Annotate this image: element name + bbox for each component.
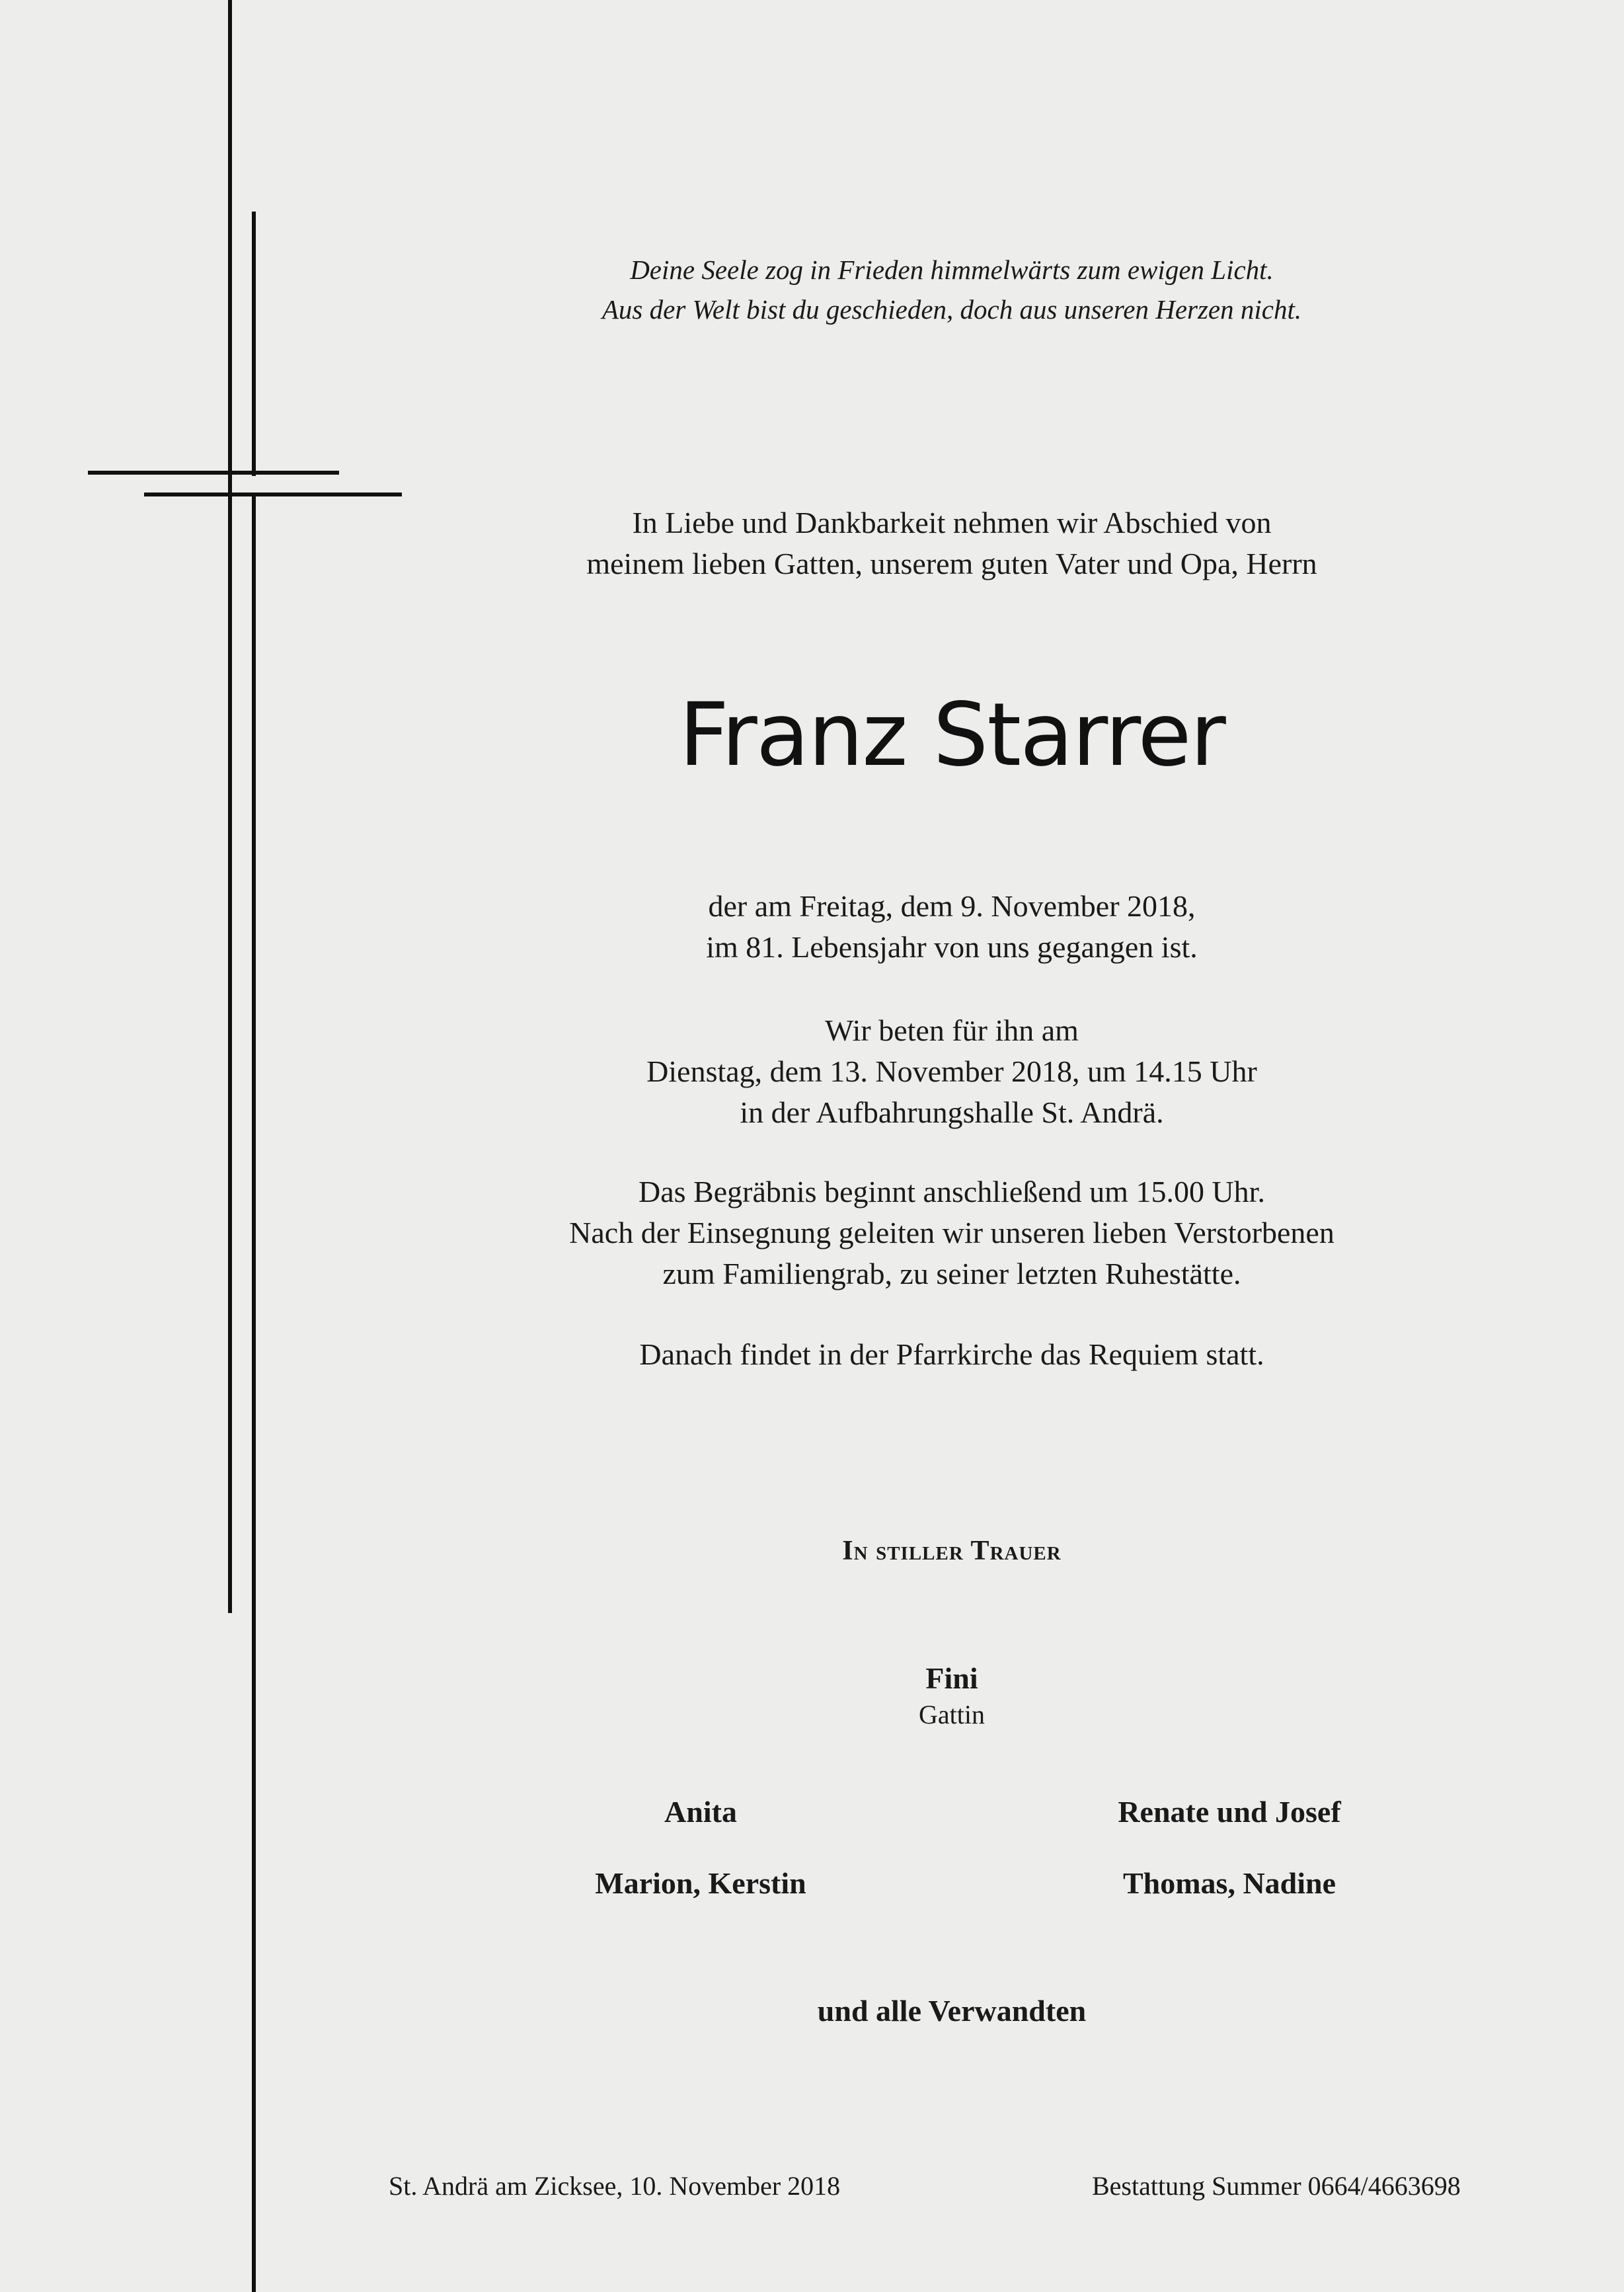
cross-right-vertical-line [252, 212, 256, 476]
mourner-left-2: Marion, Kerstin [595, 1866, 806, 1900]
funeral-line-3: zum Familiengrab, zu seiner letzten Ruhestätte. [662, 1257, 1241, 1290]
footer-undertaker: Bestattung Summer 0664/4663698 [1092, 2171, 1461, 2201]
spouse-relation: Gattin [919, 1700, 985, 1729]
motto-line-2: Aus der Welt bist du geschieden, doch aus unseren Herzen nicht. [601, 294, 1302, 325]
spouse-name: Fini [925, 1661, 978, 1695]
prayer-line-2: Dienstag, dem 13. November 2018, um 14.15 Uhr [646, 1054, 1257, 1088]
deceased-name: Franz Starrer [679, 684, 1225, 786]
intro-line-2: meinem lieben Gatten, unserem guten Vater und Opa, Herrn [586, 547, 1317, 580]
prayer-info [463, 1010, 1441, 1133]
cross-long-vertical-line [228, 0, 232, 1613]
mourner-right-2: Thomas, Nadine [1122, 1866, 1336, 1900]
death-info [463, 886, 1441, 968]
motto [463, 250, 1441, 329]
cross-lower-bar [144, 493, 402, 496]
mourners-closing: und alle Verwandten [817, 1994, 1087, 2028]
requiem-info: Danach findet in der Pfarrkirche das Requiem statt. [639, 1337, 1264, 1371]
spouse-block [463, 1659, 1441, 1732]
death-info-line-2: im 81. Lebensjahr von uns gegangen ist. [706, 930, 1198, 964]
cross-upper-bar [88, 471, 339, 475]
mourner-left-1: Anita [664, 1795, 737, 1829]
funeral-line-1: Das Begräbnis beginnt anschließend um 15.00 Uhr. [638, 1175, 1265, 1208]
mourning-heading: In stiller Trauer [842, 1536, 1062, 1566]
mourner-right-1: Renate und Josef [1118, 1795, 1341, 1829]
prayer-line-1: Wir beten für ihn am [825, 1013, 1079, 1047]
funeral-info [463, 1171, 1441, 1294]
funeral-line-2: Nach der Einsegnung geleiten wir unseren lieben Verstorbenen [569, 1216, 1334, 1249]
motto-line-1: Deine Seele zog in Frieden himmelwärts zum ewigen Licht. [630, 255, 1274, 285]
intro-text [463, 502, 1441, 584]
mourners-right [1031, 1793, 1428, 1903]
prayer-line-3: in der Aufbahrungshalle St. Andrä. [740, 1095, 1164, 1129]
footer-place-date: St. Andrä am Zicksee, 10. November 2018 [389, 2171, 841, 2201]
death-info-line-1: der am Freitag, dem 9. November 2018, [708, 889, 1196, 923]
intro-line-1: In Liebe und Dankbarkeit nehmen wir Abschied von [632, 506, 1272, 539]
cross-lower-right-vertical-line [252, 493, 256, 2292]
mourners-left [502, 1793, 899, 1903]
